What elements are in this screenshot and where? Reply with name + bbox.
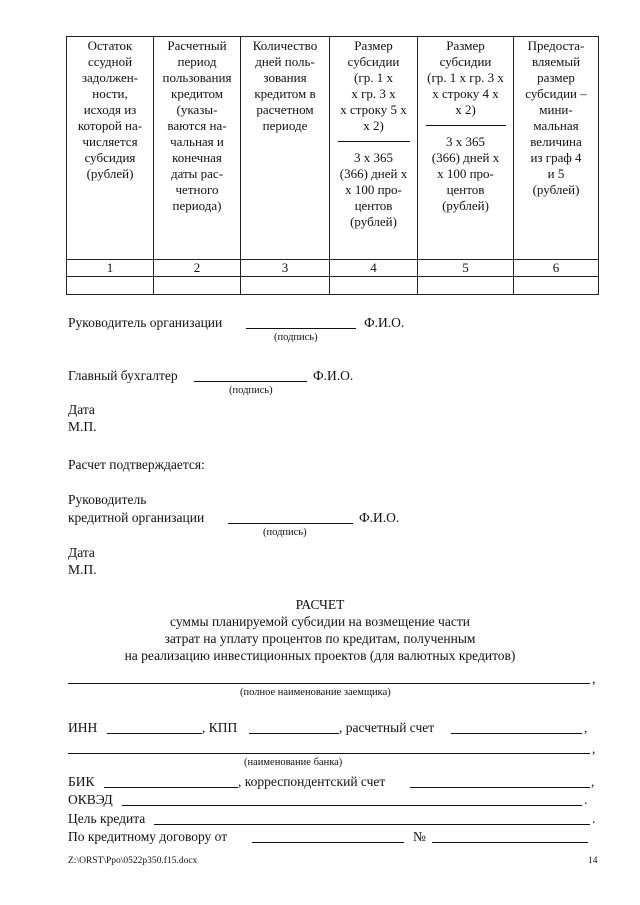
table-cell[interactable]	[67, 277, 154, 295]
header-text-line: периоде	[262, 118, 308, 133]
header-text-line: ности,	[92, 86, 128, 101]
signature-caption: (подпись)	[263, 527, 307, 538]
header-cell	[514, 37, 599, 260]
header-text-line: х 2)	[363, 118, 384, 133]
header-text-line: из граф 4	[530, 150, 582, 165]
contract-number-field[interactable]	[432, 842, 588, 843]
column-number: 4	[330, 260, 418, 277]
header-text-line: Количество	[252, 38, 318, 53]
okved-field[interactable]	[122, 805, 582, 806]
header-text-line: х строку 5 х	[340, 102, 407, 117]
okved-label: ОКВЭД	[68, 792, 113, 807]
period: .	[592, 811, 596, 826]
header-fraction-bottom	[420, 134, 511, 214]
header-text-line: даты рас-	[170, 166, 224, 181]
accountant-label: Главный бухгалтер	[68, 368, 178, 383]
borrower-caption: (полное наименование заемщика)	[240, 687, 391, 698]
header-text-line: х 100 про-	[437, 166, 494, 181]
inn-label: ИНН	[68, 720, 98, 735]
header-text-line: задолжен-	[81, 70, 139, 85]
account-field[interactable]	[451, 733, 582, 734]
subsidy-table	[66, 36, 599, 295]
header-text-line: (гр. 1 х	[354, 70, 393, 85]
header-text-line: Предоста-	[527, 38, 585, 53]
column-number: 3	[241, 260, 330, 277]
header-text-line: (рублей)	[350, 214, 397, 229]
fraction-line	[426, 125, 506, 126]
header-text-line: (гр. 1 х гр. 3 х	[427, 70, 504, 85]
header-text-line: кредитом	[171, 86, 223, 101]
header-text-line: зования	[263, 70, 307, 85]
header-text-line: х 100 про-	[345, 182, 402, 197]
header-text-line: периода)	[172, 198, 222, 213]
period: .	[584, 792, 588, 807]
accountant-fio: Ф.И.О.	[313, 368, 354, 383]
header-text-line: чальная и	[170, 134, 224, 149]
number-sign: №	[413, 829, 426, 844]
contract-label: По кредитному договору от	[68, 829, 228, 844]
column-number: 5	[418, 260, 514, 277]
header-cell	[67, 37, 154, 260]
header-text-line: дней поль-	[255, 54, 315, 69]
kpp-label: , КПП	[202, 720, 238, 735]
bank-caption: (наименование банка)	[244, 757, 343, 768]
header-cell	[418, 37, 514, 260]
signature-caption: (подпись)	[229, 385, 273, 396]
header-text-line: кредитом в	[254, 86, 316, 101]
inn-field[interactable]	[107, 733, 202, 734]
header-text-line: расчетном	[256, 102, 314, 117]
header-text-line: пользования	[162, 70, 232, 85]
accountant-signature-line[interactable]	[194, 381, 307, 382]
bank-head-label: кредитной организации	[68, 510, 205, 525]
header-text-line: субсидии –	[525, 86, 587, 101]
header-text-line: период	[177, 54, 217, 69]
head-signature-line[interactable]	[246, 328, 356, 329]
header-text-line: (указы-	[176, 102, 218, 117]
header-text-line: размер	[537, 70, 575, 85]
contract-date-field[interactable]	[252, 842, 404, 843]
header-text-line: центов	[446, 182, 485, 197]
header-text-line: мальная	[533, 118, 579, 133]
header-text-line: исходя из	[83, 102, 137, 117]
header-text-line: (рублей)	[442, 198, 489, 213]
purpose-field[interactable]	[154, 824, 590, 825]
kpp-field[interactable]	[249, 733, 339, 734]
header-text-line: 3 х 365	[446, 134, 485, 149]
header-text-line: Размер	[446, 38, 485, 53]
table-cell[interactable]	[154, 277, 241, 295]
header-text-line: которой на-	[77, 118, 143, 133]
bik-field[interactable]	[104, 787, 238, 788]
header-text-line: ваются на-	[167, 118, 227, 133]
stamp-label: М.П.	[68, 419, 97, 434]
header-text-line: центов	[354, 198, 393, 213]
table-cell[interactable]	[514, 277, 599, 295]
table-cell[interactable]	[418, 277, 514, 295]
bank-head-label: Руководитель	[68, 492, 147, 507]
table-row	[67, 277, 599, 295]
table-cell[interactable]	[241, 277, 330, 295]
confirm-text: Расчет подтверждается:	[68, 457, 205, 472]
page-number: 14	[588, 856, 598, 866]
header-cell	[154, 37, 241, 260]
form-title: РАСЧЕТ	[295, 597, 345, 612]
purpose-label: Цель кредита	[68, 811, 146, 826]
header-text-line: ссудной	[87, 54, 133, 69]
header-text-line: (366) дней х	[431, 150, 500, 165]
form-subtitle: на реализацию инвестиционных проектов (для валютных кредитов)	[124, 648, 516, 663]
header-cell	[330, 37, 418, 260]
bik-label: БИК	[68, 774, 95, 789]
header-text-line: четного	[175, 182, 219, 197]
form-subtitle: суммы планируемой субсидии на возмещение части	[170, 614, 470, 629]
header-fraction-top	[332, 38, 415, 134]
account-label: , расчетный счет	[339, 720, 435, 735]
header-text-line: (рублей)	[86, 166, 134, 181]
borrower-name-field[interactable]	[68, 683, 590, 684]
header-text-line: и 5	[547, 166, 565, 181]
column-number: 2	[154, 260, 241, 277]
comma: ,	[584, 720, 588, 735]
header-text-line: Расчетный	[167, 38, 227, 53]
header-text-line: величина	[530, 134, 582, 149]
header-text-line: (366) дней х	[339, 166, 408, 181]
head-label: Руководитель организации	[68, 315, 223, 330]
date-label: Дата	[68, 402, 95, 417]
header-cell	[241, 37, 330, 260]
stamp-label: М.П.	[68, 562, 97, 577]
table-cell[interactable]	[330, 277, 418, 295]
bank-signature-line[interactable]	[228, 523, 353, 524]
header-text-line: х строку 4 х	[432, 86, 499, 101]
corr-account-field[interactable]	[410, 787, 590, 788]
header-text-line: 3 х 365	[354, 150, 393, 165]
column-number-row	[67, 260, 599, 277]
corr-account-label: , корреспондентский счет	[238, 774, 386, 789]
column-number: 1	[67, 260, 154, 277]
header-text-line: субсидии	[439, 54, 492, 69]
table-header-row	[67, 37, 599, 260]
signature-caption: (подпись)	[274, 332, 318, 343]
file-path: Z:\ORST\Ppo\0522p350.f15.docx	[68, 856, 198, 866]
header-text-line: субсидии	[347, 54, 400, 69]
form-subtitle: затрат на уплату процентов по кредитам, полученным	[164, 631, 476, 646]
bank-name-field[interactable]	[68, 753, 590, 754]
head-fio: Ф.И.О.	[364, 315, 405, 330]
fraction-line	[338, 141, 410, 142]
header-fraction-top	[420, 38, 511, 118]
header-text-line: вляемый	[531, 54, 581, 69]
header-text-line: Размер	[354, 38, 393, 53]
comma: ,	[591, 774, 595, 789]
header-text-line: х 2)	[455, 102, 476, 117]
header-text-line: Остаток	[87, 38, 133, 53]
date-label: Дата	[68, 545, 95, 560]
header-text-line: мини-	[539, 102, 573, 117]
header-text-line: х гр. 3 х	[351, 86, 396, 101]
header-text-line: числяется	[82, 134, 138, 149]
header-fraction-bottom	[332, 150, 415, 230]
comma: ,	[592, 671, 596, 686]
comma: ,	[592, 741, 596, 756]
bank-head-fio: Ф.И.О.	[359, 510, 400, 525]
header-text-line: конечная	[172, 150, 222, 165]
column-number: 6	[514, 260, 599, 277]
header-text-line: (рублей)	[532, 182, 580, 197]
header-text-line: субсидия	[84, 150, 136, 165]
